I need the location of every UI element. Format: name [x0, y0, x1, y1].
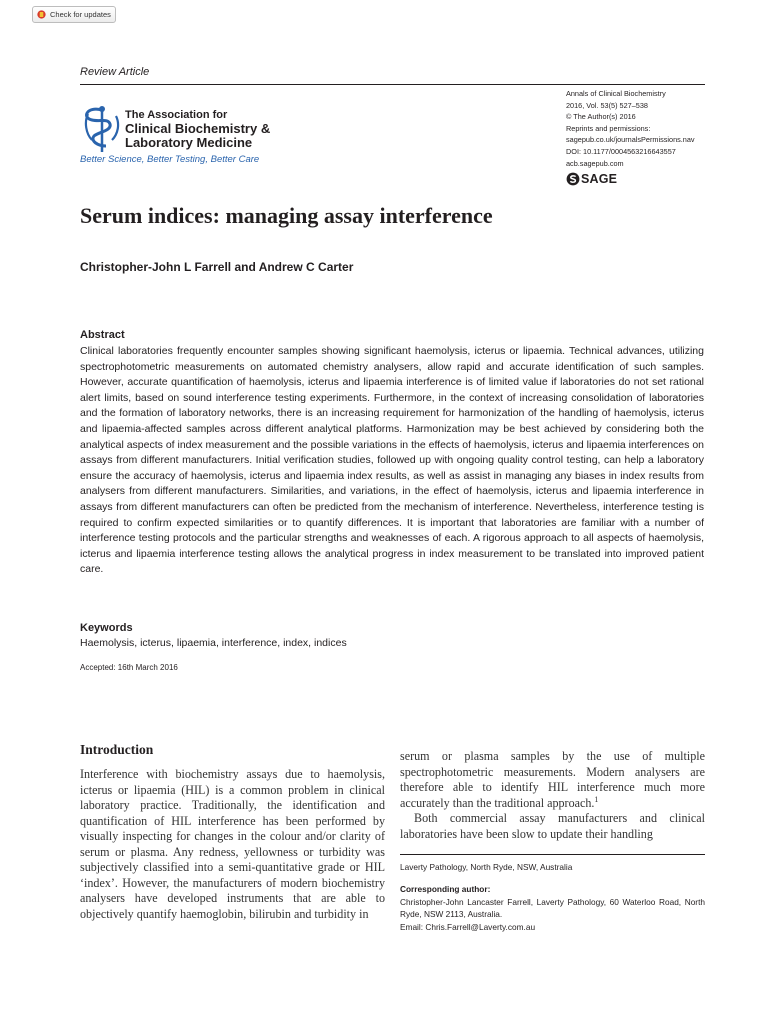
organization-name [125, 108, 270, 150]
introduction-right-column [400, 749, 705, 842]
journal-doi[interactable]: DOI: 10.1177/0004563216643557 [566, 146, 676, 156]
corresponding-author-heading: Corresponding author: [400, 884, 491, 894]
accepted-date: Accepted: 16th March 2016 [80, 663, 178, 672]
journal-name: Annals of Clinical Biochemistry [566, 89, 666, 98]
keywords-text: Haemolysis, icterus, lipaemia, interference, index, indices [80, 637, 347, 649]
article-type: Review Article [80, 66, 150, 78]
publisher-logo [566, 172, 617, 186]
affiliation-divider [400, 854, 705, 855]
abstract-text: Clinical laboratories frequently encounter samples showing significant haemolysis, icterus or lipaemia. Technical advances, utilizing spectrophotometric measurements on automated chemistry analysers, allow rapid and accurate identification of such samples. However, accurate quantification of haemolysis, icterus and lipaemia interference is of limited value if laboratories do not set rational alert limits, based on sound interference testing experiments. Furthermore, in the context of increasing consolidation of laboratories and the formation of laboratory networks, there is an increasing requirement for harmonization of the handling of haemolysis, icterus and lipaemia-affected samples across different analytical platforms. Harmonization may be best achieved by considering both the analytical aspects of index measurement and the possible variations in the effects of haemolysis, icterus and lipaemia interferences on assays from different manufacturers. Initial verification studies, followed up with ongoing quality control testing, can help a laboratory ensure the accuracy of haemolysis, icterus and lipaemia index results, as well as assist in managing any biases in index results from analysers from different manufacturers. Similarities, and variations, in the effect of haemolysis, icterus and lipaemia interference in assays from different manufacturers can often be predicted from the mechanism of interference. Nevertheless, interference testing is required to confirm expected similarities or to quantify differences. It is important that laboratories are familiar with a number of interference testing protocols and the particular strengths and weaknesses of each. A rigorous approach to all aspects of haemolysis, icterus and lipaemia interference testing allows the analytical progress in index measurement to be translated into improved patient care. [80, 345, 704, 576]
article-authors: Christopher-John L Farrell and Andrew C Carter [80, 260, 354, 274]
org-line-2: Clinical Biochemistry & [125, 121, 271, 136]
journal-site[interactable]: acb.sagepub.com [566, 158, 624, 168]
citation-ref[interactable]: 1 [594, 794, 599, 804]
affiliation: Laverty Pathology, North Ryde, NSW, Australia [400, 862, 573, 872]
check-for-updates-button[interactable] [32, 6, 116, 23]
journal-info [566, 88, 716, 169]
sage-logo-icon [566, 172, 580, 186]
journal-reprints: Reprints and permissions: [566, 123, 651, 133]
corresponding-author-text: Christopher-John Lancaster Farrell, Laverty Pathology, 60 Waterloo Road, North Ryde, NSW 2113, Australia. [400, 897, 705, 919]
publisher-name: SAGE [581, 172, 618, 186]
journal-copyright: © The Author(s) 2016 [566, 112, 636, 122]
org-line-3: Laboratory Medicine [125, 135, 253, 150]
header-divider [80, 84, 705, 85]
introduction-heading: Introduction [80, 742, 154, 757]
org-line-1: The Association for [125, 109, 228, 121]
journal-reprints-link[interactable]: sagepub.co.uk/journalsPermissions.nav [566, 135, 695, 145]
introduction-left-column: Interference with biochemistry assays due to haemolysis, icterus or lipaemia (HIL) is a common problem in clinical laboratory practice. Traditionally, the identification and quantification of HIL interference has been performed by visually inspecting for changes in the colour and/or clarity of serum or plasma. Any redness, yellowness or turbidity was subjectively classified into a semi-quantitative grade or HIL ‘index’. However, the manufacturers of modern biochemistry analysers have developed instruments that are able to objectively quantify haemoglobin, bilirubin and turbidity in [80, 767, 385, 921]
intro-paragraph-1-text: serum or plasma samples by the use of multiple spectrophotometric measurements. Modern analysers are therefore able to identify HIL interference much more accurately than the traditional approach. [400, 749, 705, 810]
org-tagline: Better Science, Better Testing, Better Care [80, 154, 260, 165]
check-updates-icon [37, 10, 46, 19]
caduceus-logo-icon [80, 104, 124, 154]
corresponding-email[interactable]: Email: Chris.Farrell@Laverty.com.au [400, 922, 536, 932]
article-title: Serum indices: managing assay interference [80, 203, 493, 228]
intro-paragraph-2: Both commercial assay manufacturers and clinical laboratories have been slow to update their handling [400, 811, 705, 841]
intro-paragraph-1 [400, 749, 705, 811]
abstract-heading: Abstract [80, 329, 125, 341]
keywords-heading: Keywords [80, 622, 133, 634]
journal-citation: 2016, Vol. 53(5) 527–538 [566, 100, 648, 110]
check-for-updates-label: Check for updates [50, 10, 111, 19]
